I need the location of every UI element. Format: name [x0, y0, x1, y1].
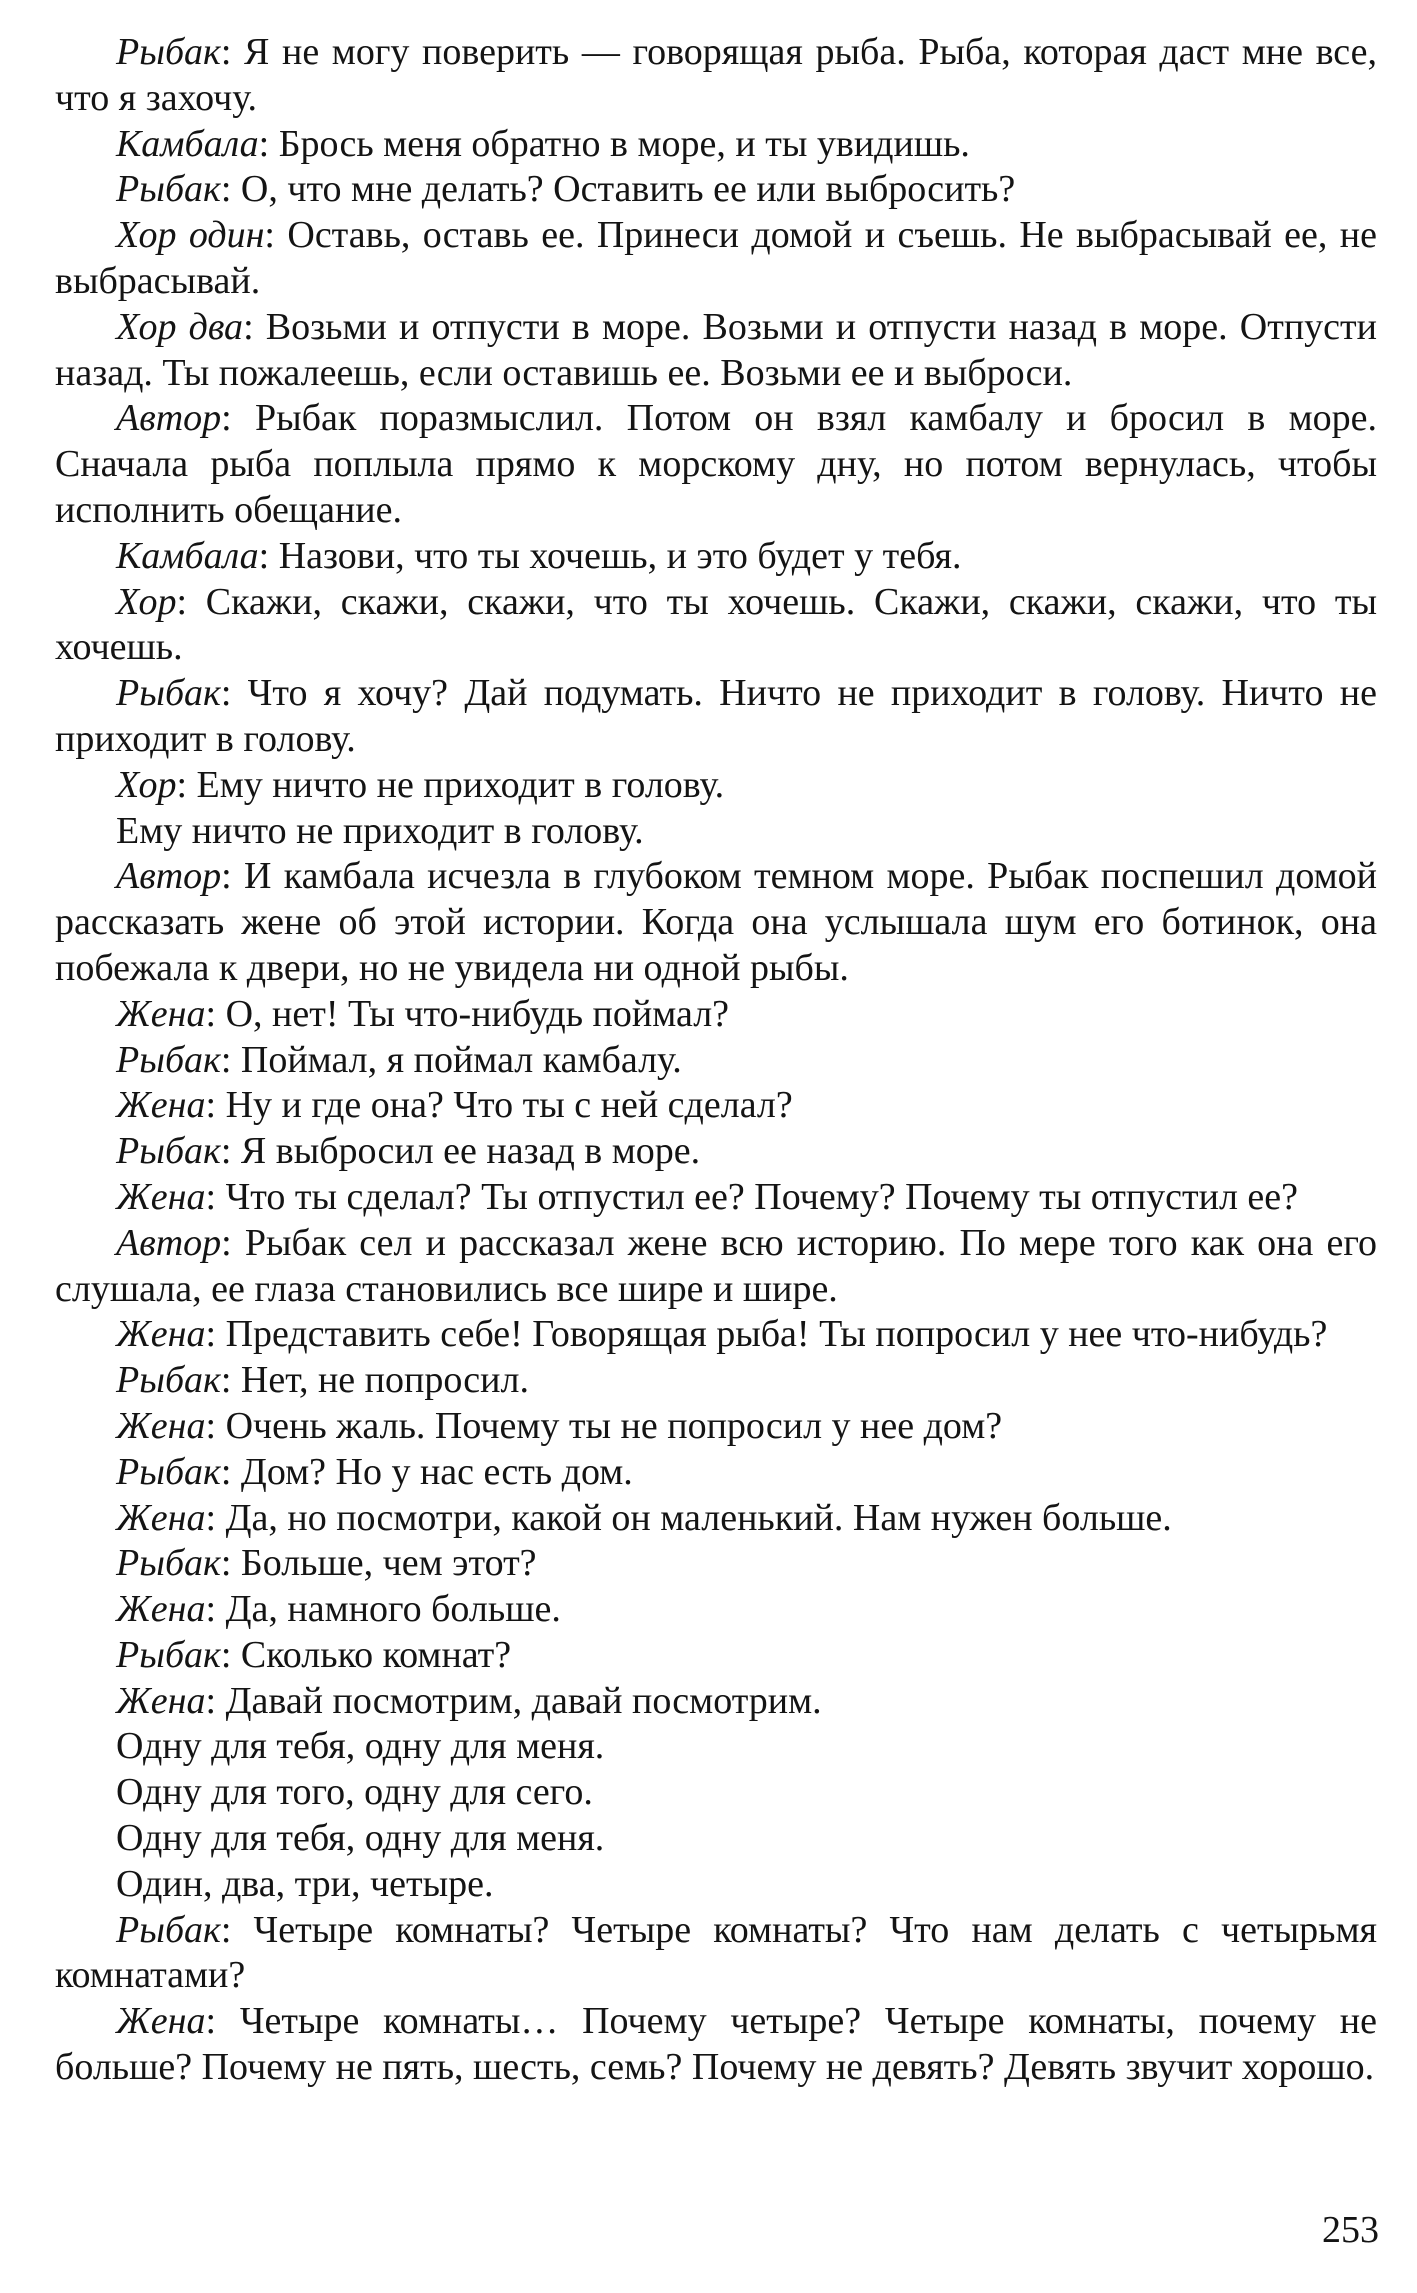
line-text: : Скажи, скажи, скажи, что ты хочешь. Скажи, скажи, скажи, что ты хочешь.	[55, 580, 1377, 669]
dialogue-line	[55, 763, 1377, 809]
dialogue-line	[55, 396, 1377, 533]
line-text: : Да, намного больше.	[205, 1588, 561, 1631]
speaker-name: Автор	[116, 1221, 222, 1264]
speaker-name: Рыбак	[116, 1633, 221, 1676]
speaker-name: Рыбак	[116, 1450, 221, 1493]
line-text: : О, что мне делать? Оставить ее или выбросить?	[220, 168, 1016, 211]
line-text: : Что я хочу? Дай подумать. Ничто не приходит в голову. Ничто не приходит в голову.	[55, 672, 1377, 760]
dialogue-line	[55, 1816, 1377, 1862]
dialogue-line	[55, 1587, 1377, 1633]
dialogue-line	[55, 1633, 1377, 1679]
speaker-name: Жена	[116, 992, 206, 1035]
line-text: : Назови, что ты хочешь, и это будет у тебя.	[258, 534, 962, 577]
speaker-name: Рыбак	[116, 672, 221, 715]
line-text: : Я не могу поверить — говорящая рыба. Рыба, которая даст мне все, что я захочу.	[55, 31, 1377, 119]
dialogue-line	[55, 122, 1377, 168]
line-text: : Давай посмотрим, давай посмотрим.	[205, 1679, 822, 1722]
line-text: : О, нет! Ты что-нибудь поймал?	[205, 992, 730, 1035]
line-text: : Четыре комнаты… Почему четыре? Четыре комнаты, почему не больше? Почему не пять, шесть, семь? Почему не девять? Девять звучит хорошо.	[55, 2000, 1377, 2089]
dialogue-line	[55, 1999, 1377, 2091]
dialogue-line	[55, 1679, 1377, 1725]
dialogue-line	[55, 305, 1377, 397]
line-text: : Что ты сделал? Ты отпустил ее? Почему? Почему ты отпустил ее?	[205, 1175, 1299, 1218]
speaker-name: Рыбак	[116, 1359, 221, 1402]
speaker-name: Рыбак	[116, 31, 221, 73]
dialogue-line	[55, 992, 1377, 1038]
speaker-name: Жена	[116, 1313, 206, 1356]
page-number: 253	[1322, 2209, 1379, 2251]
page-text	[55, 30, 1377, 2091]
line-text: : Представить себе! Говорящая рыба! Ты попросил у нее что-нибудь?	[205, 1313, 1328, 1356]
line-text: : Дом? Но у нас есть дом.	[220, 1450, 633, 1493]
dialogue-line	[55, 809, 1377, 855]
line-text: : Оставь, оставь ее. Принеси домой и съешь. Не выбрасывай ее, не выбрасывай.	[55, 214, 1377, 302]
dialogue-line	[55, 213, 1377, 305]
line-text: Один, два, три, четыре.	[116, 1862, 494, 1905]
speaker-name: Жена	[116, 1496, 206, 1539]
speaker-name: Жена	[116, 2000, 206, 2043]
speaker-name: Жена	[116, 1588, 206, 1631]
dialogue-line	[55, 1404, 1377, 1450]
dialogue-line	[55, 1541, 1377, 1587]
line-text: Ему ничто не приходит в голову.	[116, 809, 644, 852]
speaker-name: Жена	[116, 1175, 206, 1218]
line-text: Одну для тебя, одну для меня.	[116, 1817, 605, 1860]
line-text: : Поймал, я поймал камбалу.	[220, 1038, 682, 1081]
line-text: : Больше, чем этот?	[220, 1542, 537, 1585]
dialogue-line	[55, 1038, 1377, 1084]
dialogue-line	[55, 1450, 1377, 1496]
line-text: : Возьми и отпусти в море. Возьми и отпусти назад в море. Отпусти назад. Ты пожалеешь, если оставишь ее. Возьми ее и выброси.	[55, 305, 1377, 394]
speaker-name: Автор	[116, 397, 222, 440]
dialogue-line	[55, 1129, 1377, 1175]
speaker-name: Жена	[116, 1084, 206, 1127]
dialogue-line	[55, 534, 1377, 580]
speaker-name: Рыбак	[116, 1130, 221, 1173]
dialogue-line	[55, 167, 1377, 213]
speaker-name: Хор	[116, 580, 177, 623]
line-text: : Ему ничто не приходит в голову.	[176, 763, 725, 806]
line-text: Одну для того, одну для сего.	[116, 1771, 593, 1814]
line-text: : Рыбак сел и рассказал жене всю историю. По мере того как она его слушала, ее глаза становились все шире и шире.	[55, 1221, 1377, 1310]
dialogue-line	[55, 1175, 1377, 1221]
line-text: : И камбала исчезла в глубоком темном море. Рыбак поспешил домой рассказать жене об этой истории. Когда она услышала шум его ботинок, она побежала к двери, но не увидела ни одной рыбы.	[55, 855, 1377, 989]
dialogue-line	[55, 1862, 1377, 1908]
speaker-name: Рыбак	[116, 1542, 221, 1585]
dialogue-line	[55, 854, 1377, 991]
line-text: : Сколько комнат?	[220, 1633, 512, 1676]
dialogue-line	[55, 30, 1377, 122]
speaker-name: Камбала	[116, 534, 259, 577]
line-text: : Рыбак поразмыслил. Потом он взял камбалу и бросил в море. Сначала рыба поплыла прямо к морскому дну, но потом вернулась, чтобы исполнить обещание.	[55, 397, 1377, 531]
speaker-name: Камбала	[116, 122, 259, 165]
line-text: : Очень жаль. Почему ты не попросил у нее дом?	[205, 1404, 1003, 1447]
dialogue-line	[55, 1496, 1377, 1542]
speaker-name: Жена	[116, 1404, 206, 1447]
dialogue-line	[55, 1770, 1377, 1816]
speaker-name: Рыбак	[116, 1908, 221, 1951]
line-text: : Брось меня обратно в море, и ты увидишь.	[258, 122, 970, 165]
line-text: : Ну и где она? Что ты с ней сделал?	[205, 1084, 793, 1127]
dialogue-line	[55, 671, 1377, 763]
dialogue-line	[55, 1083, 1377, 1129]
speaker-name: Жена	[116, 1679, 206, 1722]
speaker-name: Хор два	[116, 305, 244, 348]
line-text: : Четыре комнаты? Четыре комнаты? Что нам делать с четырьмя комнатами?	[55, 1908, 1377, 1997]
speaker-name: Хор	[116, 763, 177, 806]
dialogue-line	[55, 1312, 1377, 1358]
dialogue-line	[55, 580, 1377, 672]
speaker-name: Автор	[116, 855, 222, 898]
dialogue-line	[55, 1908, 1377, 2000]
line-text: : Нет, не попросил.	[220, 1359, 529, 1402]
dialogue-line	[55, 1358, 1377, 1404]
line-text: : Я выбросил ее назад в море.	[220, 1130, 701, 1173]
dialogue-line	[55, 1221, 1377, 1313]
speaker-name: Хор один	[116, 214, 265, 257]
dialogue-line	[55, 1724, 1377, 1770]
speaker-name: Рыбак	[116, 168, 221, 211]
line-text: Одну для тебя, одну для меня.	[116, 1725, 605, 1768]
line-text: : Да, но посмотри, какой он маленький. Нам нужен больше.	[205, 1496, 1172, 1539]
speaker-name: Рыбак	[116, 1038, 221, 1081]
